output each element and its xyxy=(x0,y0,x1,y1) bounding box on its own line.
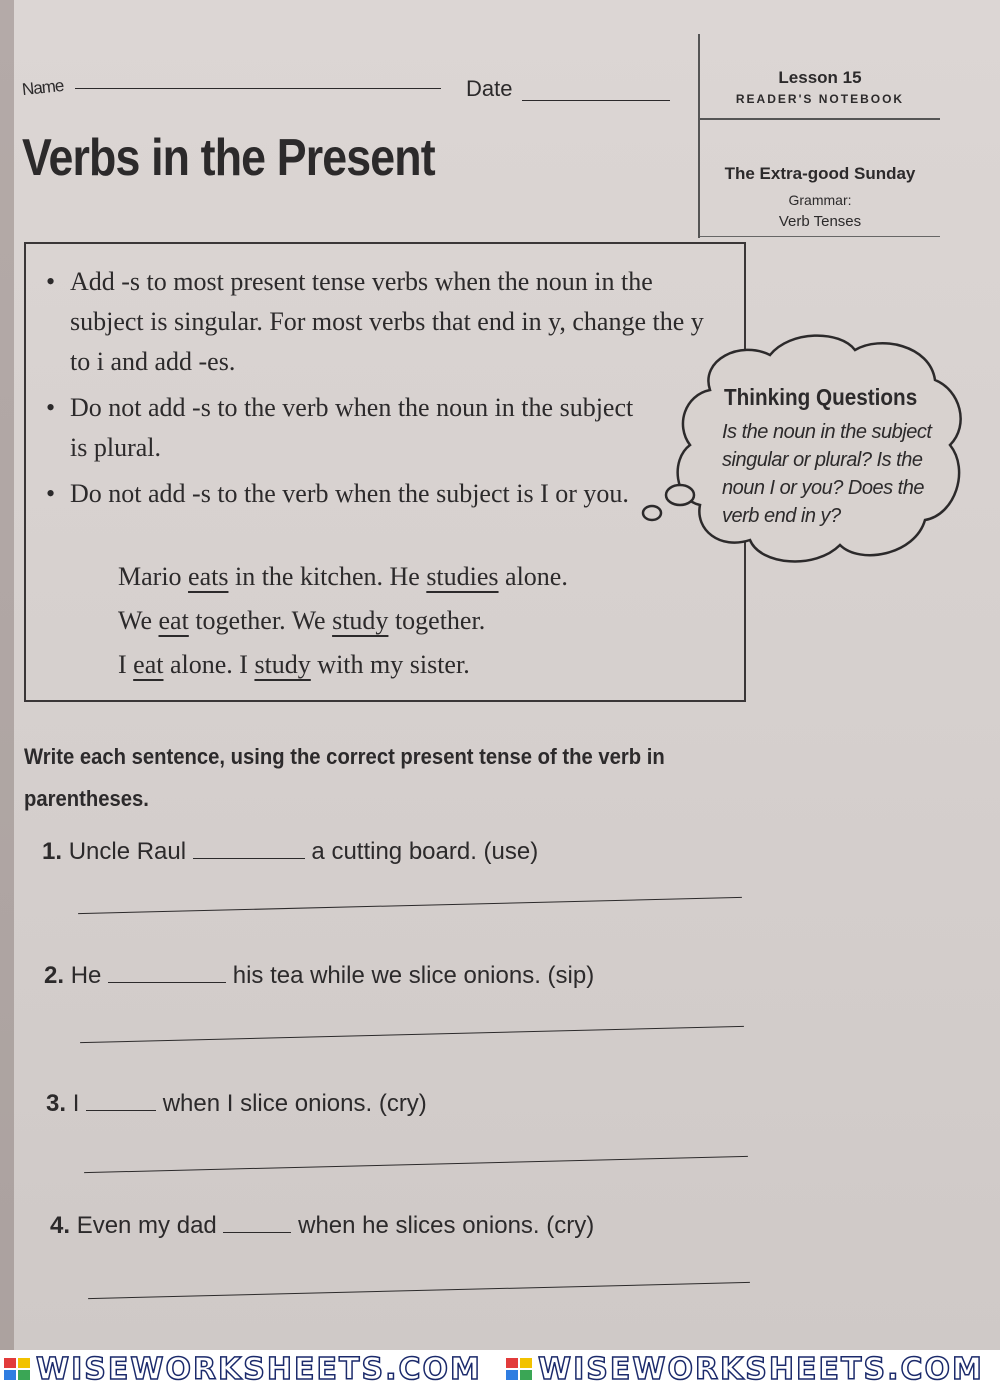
example-sentence xyxy=(118,562,568,592)
question-1 xyxy=(42,838,538,866)
date-label: Date xyxy=(466,76,513,101)
thinking-questions-body: Is the noun in the subject singular or plural? Is the noun I or you? Does the verb end in y? xyxy=(722,421,932,527)
example-verb: eats xyxy=(188,562,229,591)
answer-line[interactable] xyxy=(88,1282,750,1299)
question-text-before: He xyxy=(70,962,102,989)
story-title: The Extra-good Sunday xyxy=(724,164,916,183)
example-sentence xyxy=(118,606,485,636)
question-text-before: Even my dad xyxy=(76,1212,217,1239)
watermark-text: WISEWORKSHEETS.COM xyxy=(36,1352,482,1387)
lesson-number: Lesson 15 xyxy=(778,68,862,87)
example-text: alone. I xyxy=(163,650,255,679)
bullet-icon: • xyxy=(46,479,56,508)
example-text: in the kitchen. He xyxy=(228,562,427,591)
question-2 xyxy=(44,962,594,990)
fill-blank[interactable] xyxy=(86,1109,156,1111)
question-text-after: when I slice onions. (cry) xyxy=(162,1090,427,1117)
example-verb: study xyxy=(254,650,311,679)
grammar-topic: Verb Tenses xyxy=(778,213,862,230)
question-number: 3. xyxy=(46,1090,67,1117)
example-verb: studies xyxy=(426,562,499,591)
example-text: Mario xyxy=(118,562,189,591)
rule-text: Do not add -s to the verb when the noun in the subject is plural. xyxy=(70,393,634,462)
fill-blank[interactable] xyxy=(193,857,305,859)
question-text-after: his tea while we slice onions. (sip) xyxy=(232,962,595,989)
lesson-bottom-rule xyxy=(700,236,940,237)
example-text: with my sister. xyxy=(310,650,470,679)
answer-line[interactable] xyxy=(84,1156,748,1173)
question-3 xyxy=(46,1090,427,1118)
example-text: We xyxy=(118,606,159,635)
question-text-after: when he slices onions. (cry) xyxy=(298,1212,595,1239)
thinking-questions-title: Thinking Questions xyxy=(724,384,918,410)
rule-text: Do not add -s to the verb when the subject is I or you. xyxy=(70,479,629,508)
fill-blank[interactable] xyxy=(223,1231,291,1233)
rule-text: Add -s to most present tense verbs when the noun in the subject is singular. For most verbs that end in y, change the y to i and add -es. xyxy=(70,267,704,376)
page-title: Verbs in the Present xyxy=(22,129,435,187)
example-verb: eat xyxy=(158,606,189,635)
question-number: 1. xyxy=(42,838,63,865)
answer-line[interactable] xyxy=(78,897,742,914)
brand-logo-icon xyxy=(506,1358,532,1380)
question-text-before: I xyxy=(72,1090,80,1117)
example-text: together. xyxy=(388,606,486,635)
example-verb: eat xyxy=(133,650,164,679)
bullet-icon: • xyxy=(46,267,56,296)
example-verb: study xyxy=(332,606,389,635)
question-4 xyxy=(50,1212,594,1240)
date-field-line[interactable] xyxy=(522,100,670,101)
watermark-text: WISEWORKSHEETS.COM xyxy=(538,1352,984,1387)
question-number: 2. xyxy=(44,962,65,989)
instructions: Write each sentence, using the correct present tense of the verb in parentheses. xyxy=(24,744,665,811)
bullet-icon: • xyxy=(46,393,56,422)
answer-line[interactable] xyxy=(80,1026,744,1043)
question-text-before: Uncle Raul xyxy=(68,838,187,865)
example-text: I xyxy=(118,650,134,679)
lesson-divider xyxy=(700,118,940,120)
name-label: Name xyxy=(21,75,65,100)
brand-logo-icon xyxy=(4,1358,30,1380)
question-text-after: a cutting board. (use) xyxy=(311,838,539,865)
example-sentence xyxy=(118,650,470,680)
question-number: 4. xyxy=(50,1212,71,1239)
notebook-label: READER'S NOTEBOOK xyxy=(735,92,905,106)
fill-blank[interactable] xyxy=(108,981,226,983)
page-gutter xyxy=(0,0,14,1350)
watermark-footer xyxy=(0,1350,1000,1388)
name-field-line[interactable] xyxy=(75,88,441,89)
example-text: alone. xyxy=(498,562,568,591)
example-text: together. We xyxy=(188,606,333,635)
grammar-label: Grammar: xyxy=(788,192,852,208)
